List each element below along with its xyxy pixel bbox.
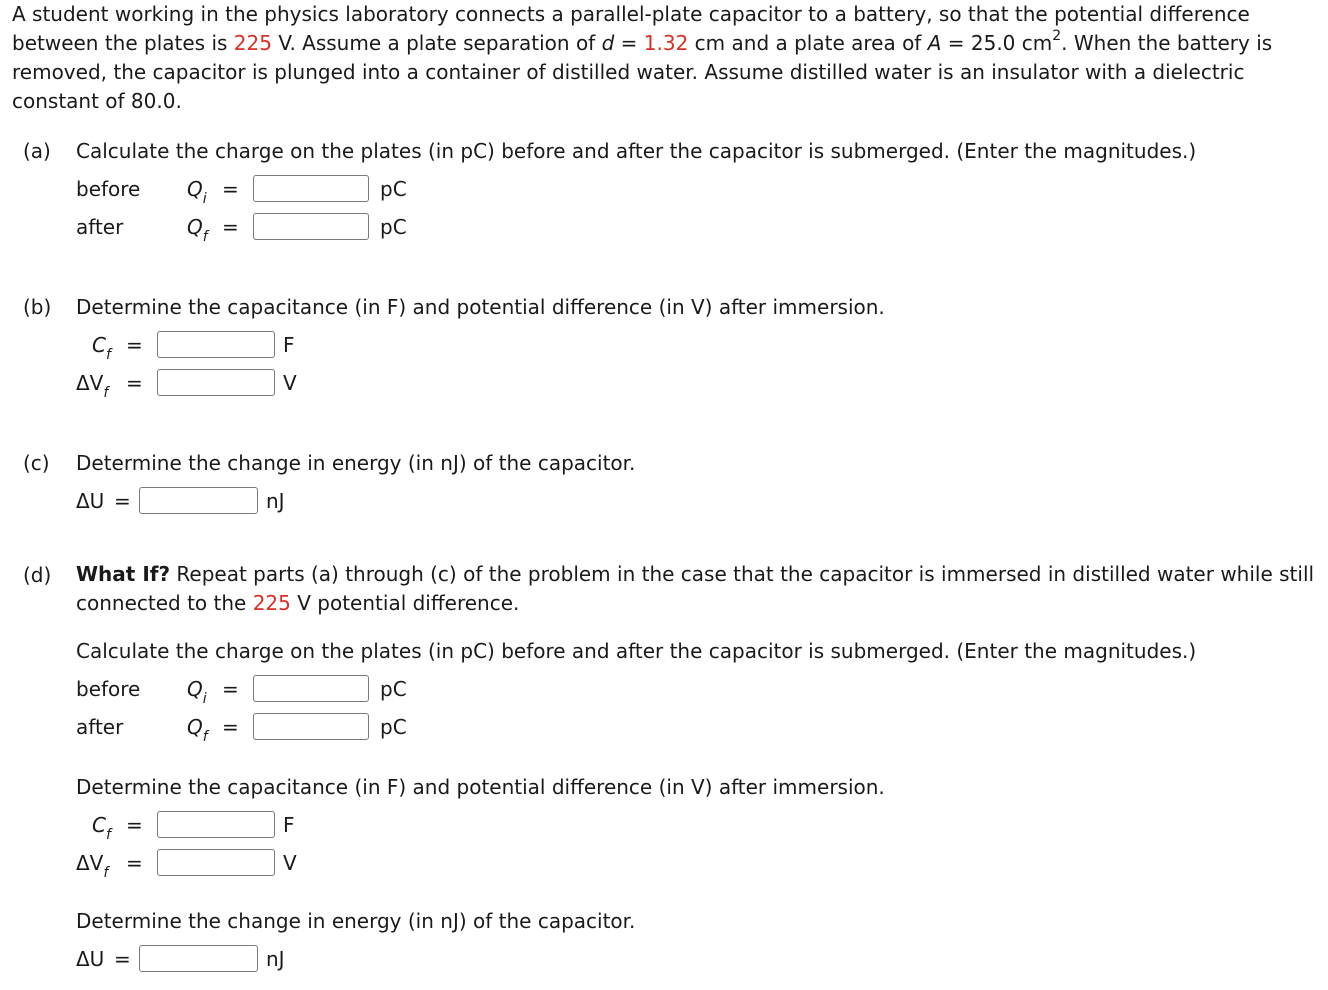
part-b-cf-unit: F: [283, 333, 295, 357]
part-a-qi-unit: pC: [380, 177, 407, 201]
part-d-du-input[interactable]: [139, 945, 258, 972]
part-c-du-unit: nJ: [266, 489, 285, 513]
part-d-dvf-input[interactable]: [157, 849, 275, 876]
part-d-cf-input[interactable]: [157, 811, 275, 838]
part-d-dvf-symbol: $\Delta V_f$: [76, 851, 109, 881]
part-d-voltage-value: 225: [252, 591, 291, 615]
part-c-prompt: Determine the change in energy (in nJ) of the capacitor.: [76, 451, 636, 475]
problem-statement: A student working in the physics laboratory connects a parallel-plate capacitor to a battery, so that the potential difference between the plates is 225 V. Assume a plate separation of d = 1.32 cm and a plate area of A = 25.0 $cm^2$. When the battery is removed, the capacitor is plunged into a container of distilled water. Assume distilled water is an insulator with a dielectric constant of 80.0.: [12, 2, 1273, 113]
part-b-cf-input[interactable]: [157, 331, 275, 358]
part-d-dvf-unit: V: [283, 851, 297, 875]
part-d-qf-equals: =: [222, 715, 239, 739]
part-a-qf-unit: pC: [380, 215, 407, 239]
part-b-prompt: Determine the capacitance (in F) and potential difference (in V) after immersion.: [76, 295, 885, 319]
part-a-qf-symbol: $Q_f$: [187, 215, 208, 245]
part-d-qf-input[interactable]: [253, 713, 369, 740]
part-d-qf-unit: pC: [380, 715, 407, 739]
part-d-qi-symbol: $Q_i$: [187, 677, 207, 707]
part-d-charge-prompt: Calculate the charge on the plates (in pC) before and after the capacitor is submerged. (Enter the magnitudes.): [76, 639, 1197, 663]
part-d-qi-input[interactable]: [253, 675, 369, 702]
part-d-energy-prompt: Determine the change in energy (in nJ) of the capacitor.: [76, 909, 636, 933]
separation-value: 1.32: [643, 31, 689, 55]
part-d-du-symbol: ΔU: [76, 947, 105, 971]
part-a-prompt: Calculate the charge on the plates (in pC) before and after the capacitor is submerged. (Enter the magnitudes.): [76, 139, 1197, 163]
voltage-value: 225: [233, 31, 272, 55]
part-d-after-label: after: [76, 715, 124, 739]
part-d-cf-equals: =: [126, 813, 143, 837]
part-a-after-label: after: [76, 215, 124, 239]
part-a-qf-equals: =: [222, 215, 239, 239]
part-a-qf-input[interactable]: [253, 213, 369, 240]
part-b-cf-equals: =: [126, 333, 143, 357]
part-d-qf-symbol: $Q_f$: [187, 715, 208, 745]
part-d-du-equals: =: [114, 947, 131, 971]
part-b-dvf-equals: =: [126, 371, 143, 395]
part-a-before-label: before: [76, 177, 141, 201]
part-b-dvf-input[interactable]: [157, 369, 275, 396]
part-b-dvf-symbol: $\Delta V_f$: [76, 371, 109, 401]
part-a-qi-input[interactable]: [253, 175, 369, 202]
part-d-label: (d): [23, 563, 52, 587]
part-c-du-symbol: ΔU: [76, 489, 105, 513]
part-b-dvf-unit: V: [283, 371, 297, 395]
part-a-qi-symbol: $Q_i$: [187, 177, 207, 207]
part-d-dvf-equals: =: [126, 851, 143, 875]
part-d-intro: What If? Repeat parts (a) through (c) of the problem in the case that the capacitor is immersed in distilled water while still connected to the 225 V potential difference.: [76, 562, 1315, 615]
part-d-qi-unit: pC: [380, 677, 407, 701]
part-d-capacitance-prompt: Determine the capacitance (in F) and potential difference (in V) after immersion.: [76, 775, 885, 799]
part-d-cf-unit: F: [283, 813, 295, 837]
what-if-label: What If?: [76, 562, 171, 586]
part-d-cf-symbol: $C_f$: [92, 813, 111, 843]
part-d-du-unit: nJ: [266, 947, 285, 971]
part-c-du-input[interactable]: [139, 487, 258, 514]
part-d-before-label: before: [76, 677, 141, 701]
part-b-cf-symbol: $C_f$: [92, 333, 111, 363]
part-c-label: (c): [23, 451, 50, 475]
part-c-du-equals: =: [114, 489, 131, 513]
part-d-qi-equals: =: [222, 677, 239, 701]
part-a-label: (a): [23, 139, 51, 163]
part-a-qi-equals: =: [222, 177, 239, 201]
part-b-label: (b): [23, 295, 52, 319]
